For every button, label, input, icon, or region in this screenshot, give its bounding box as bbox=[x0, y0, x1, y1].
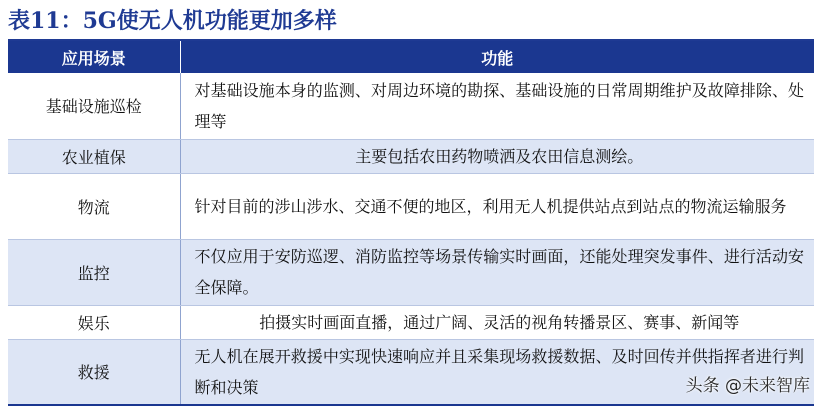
functions-table bbox=[8, 41, 814, 406]
header-scene: 应用场景 bbox=[8, 41, 180, 73]
source-watermark: 头条 @未来智库 bbox=[685, 376, 810, 396]
table-row bbox=[8, 305, 814, 339]
scene-cell: 基础设施巡检 bbox=[8, 73, 180, 139]
table-row bbox=[8, 139, 814, 173]
scene-cell: 救援 bbox=[8, 339, 180, 405]
function-cell: 无人机在展开救援中实现快速响应并且采集现场救援数据、及时回传并供指挥者进行判断和决策 bbox=[180, 339, 814, 405]
table-title: 表11：5G使无人机功能更加多样 bbox=[8, 8, 337, 34]
table-header-row bbox=[8, 41, 814, 73]
scene-cell: 监控 bbox=[8, 239, 180, 305]
function-cell: 主要包括农田药物喷洒及农田信息测绘。 bbox=[180, 139, 814, 173]
header-function: 功能 bbox=[180, 41, 814, 73]
scene-cell: 娱乐 bbox=[8, 305, 180, 339]
table-row bbox=[8, 239, 814, 305]
function-cell: 对基础设施本身的监测、对周边环境的勘探、基础设施的日常周期维护及故障排除、处理等 bbox=[180, 73, 814, 139]
table-row bbox=[8, 73, 814, 139]
scene-cell: 物流 bbox=[8, 173, 180, 239]
function-cell: 拍摄实时画面直播，通过广阔、灵活的视角转播景区、赛事、新闻等 bbox=[180, 305, 814, 339]
table-row bbox=[8, 173, 814, 239]
function-cell: 针对目前的涉山涉水、交通不便的地区，利用无人机提供站点到站点的物流运输服务 bbox=[180, 173, 814, 239]
scene-cell: 农业植保 bbox=[8, 139, 180, 173]
function-cell: 不仅应用于安防巡逻、消防监控等场景传输实时画面，还能处理突发事件、进行活动安全保障。 bbox=[180, 239, 814, 305]
